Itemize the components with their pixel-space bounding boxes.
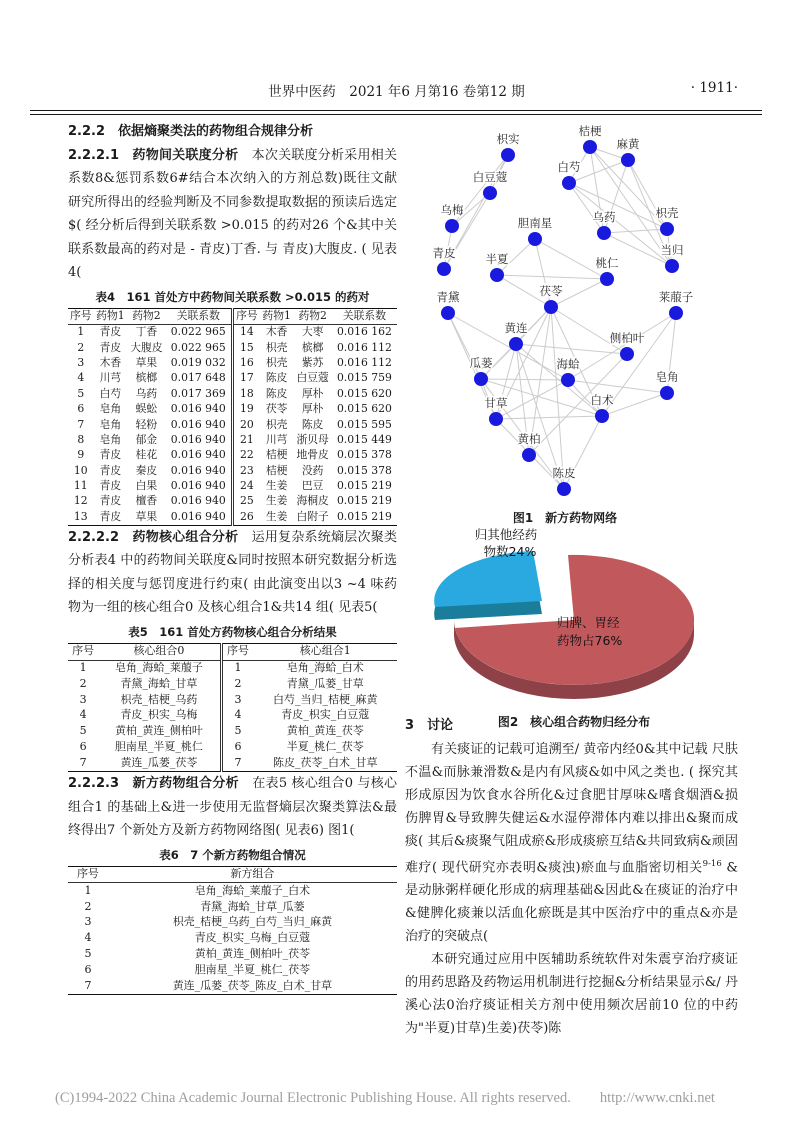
table-row: [68, 708, 397, 724]
table-cell: 4: [84, 931, 92, 945]
table-cell: 1: [221, 660, 253, 676]
network-node: [660, 386, 674, 400]
table-cell: 26: [232, 509, 259, 525]
table-cell: 1: [84, 883, 92, 897]
table-cell: 青皮: [99, 509, 122, 523]
table-cell: 5: [77, 386, 85, 400]
table-cell: 陈皮_茯苓_白术_甘草: [272, 755, 378, 769]
network-node-label: 青黛: [436, 290, 460, 304]
table-cell: 半夏_桃仁_茯苓: [286, 740, 364, 754]
table-cell: 0.016 112: [336, 340, 392, 354]
subsection-lead-2221: 2.2.2.1 药物间关联度分析: [68, 147, 239, 163]
table-cell: 13: [73, 509, 88, 523]
pie-main-label-line2: 药物占76%: [557, 633, 623, 648]
table-cell: 皂角: [99, 432, 122, 446]
table-cell: 21: [232, 433, 259, 448]
table-cell: 黄柏_黄连_侧柏叶_茯苓: [194, 947, 311, 960]
table-cell: 青皮: [99, 325, 122, 339]
table-cell: 茯苓: [265, 402, 288, 416]
subsection-lead-2223: 2.2.2.3 新方药物组合分析: [68, 776, 239, 791]
table-cell: 0.015 595: [336, 417, 392, 431]
network-edge: [497, 275, 607, 279]
table-cell: 5: [84, 947, 92, 960]
network-node-label: 黄连: [504, 321, 528, 335]
table-cell: 桔梗: [265, 463, 288, 477]
pie-main-label-line1: 归脾、胃经: [557, 615, 620, 630]
table-cell: 陈皮: [265, 386, 288, 400]
table-cell: 1: [79, 661, 87, 675]
table-cell: 0.015 620: [336, 386, 392, 400]
table-cell: 地骨皮: [296, 448, 329, 462]
column-header: 序号: [232, 308, 259, 324]
network-node: [445, 219, 459, 233]
table-cell: 紫苏: [301, 356, 324, 370]
table-row: [68, 324, 397, 340]
discussion-p1-text-b: &是动脉粥样硬化形成的病理基础&因此&在痰证的治疗中&健脾化痰兼以活血化瘀既是其中医治疗中的重点&亦是治疗的突破点(: [405, 859, 738, 944]
table-row: [68, 356, 397, 371]
network-edge: [481, 379, 568, 380]
network-node-label: 白芍: [557, 160, 581, 174]
table-cell: 皂角: [99, 402, 122, 416]
table-cell: 皂角_海蛤_白术: [286, 661, 364, 675]
table-cell: 6: [79, 740, 87, 754]
table-row: [68, 340, 397, 355]
table-cell: 槟榔: [301, 340, 324, 354]
table-cell: 浙贝母: [296, 432, 329, 446]
table-cell: 10: [73, 463, 88, 477]
table-cell: 白果: [135, 479, 158, 493]
table-cell: 生姜: [265, 509, 288, 523]
network-node: [562, 176, 576, 190]
table-cell: 枳壳: [265, 356, 288, 370]
table-cell: 大腹皮: [130, 340, 163, 354]
network-node-label: 瓜蒌: [469, 356, 493, 370]
paragraph-2221-text: 本次关联度分析采用相关系数8&惩罚系数6#结合本次纳入的方剂总数)既往文献研究所得出的经验判断及不同参数提取数据的预读后选定$( 经分析后得到关联系数 >0.015 的药对26 个&其中关联系数最高的药对是 - 青皮)丁香. 与 青皮)大腹皮. ( 见表4(: [68, 147, 397, 280]
network-node: [501, 148, 515, 162]
citation-superscript: 9-16: [702, 858, 722, 869]
network-node: [600, 272, 614, 286]
discussion-p1-text-a: 有关痰证的记载可追溯至/ 黄帝内经0&其中记载 尺肤不温&而脉兼滑数&是内有风痰&如中风之类也. ( 探究其形成原因为饮食水谷所化&过食肥甘厚味&嗜食烟酒&损伤脾胃&导致脾失健运&水湿停滞体内难以排出&聚而成痰( 其后&痰聚气阻成瘀&形成痰瘀互结&共同致病&顽固难疗( 现代研究亦表明&痰浊)瘀血与血脂密切相关: [405, 741, 738, 875]
table-cell: 15: [232, 340, 259, 355]
table-cell: 厚朴: [301, 402, 324, 416]
table-cell: 轻粉: [135, 417, 158, 431]
table-cell: 0.016 940: [170, 432, 226, 446]
network-node-label: 桃仁: [595, 256, 619, 270]
table-cell: 7: [79, 755, 87, 769]
network-node-label: 麻黄: [616, 137, 640, 151]
header-double-rule: [30, 110, 762, 115]
column-header: 序号: [221, 643, 253, 660]
section-heading-222: 2.2.2 依据熵聚类法的药物组合规律分析: [68, 124, 314, 139]
paragraph-2223-text: 在表5 核心组合0 与核心组合1 的基础上&进一步使用无监督熵层次聚类算法&最终得出7 个新处方及新方药物网络图( 见表6) 图1(: [68, 776, 398, 838]
table-cell: 23: [232, 463, 259, 478]
table-header-row: [68, 866, 397, 883]
table-cell: 桂花: [135, 448, 158, 462]
table-cell: 黄柏_黄连_茯苓: [286, 724, 364, 738]
table-cell: 桔梗: [265, 448, 288, 462]
network-edge: [568, 380, 667, 393]
figure2-pie: [424, 523, 764, 730]
table-cell: 2: [221, 676, 253, 692]
figure1-network: [420, 116, 792, 526]
network-node: [557, 482, 571, 496]
table-cell: 黄连_瓜蒌_茯苓: [120, 755, 198, 769]
table-cell: 陈皮: [265, 371, 288, 385]
column-header: 核心组合0: [98, 643, 221, 660]
table-cell: 2: [77, 340, 85, 354]
column-header: 关联系数: [332, 308, 397, 324]
page-number: · 1911·: [690, 80, 738, 96]
column-header: 序号: [68, 308, 94, 324]
table6: [68, 866, 397, 995]
table-cell: 木香: [99, 356, 122, 370]
figure1-caption: 图1 新方药物网络: [512, 511, 618, 525]
table-cell: 檀香: [135, 494, 158, 508]
right-column-text: [405, 714, 738, 1040]
table-cell: 18: [232, 386, 259, 401]
table-cell: 草果: [135, 356, 158, 370]
table-cell: 蜈蚣: [135, 402, 158, 416]
network-node: [489, 412, 503, 426]
table-cell: 海桐皮: [296, 494, 329, 508]
column-header: 药物1: [94, 308, 128, 324]
table-cell: 0.016 940: [170, 402, 226, 416]
column-header: 药物1: [260, 308, 294, 324]
table-cell: 4: [77, 371, 85, 385]
table-cell: 16: [232, 356, 259, 371]
column-header: 核心组合1: [253, 643, 397, 660]
table-cell: 0.015 219: [336, 494, 392, 508]
network-node-label: 莱菔子: [658, 290, 694, 304]
paragraph-2223: [68, 772, 397, 843]
table-cell: 12: [73, 494, 88, 508]
network-edge: [569, 183, 604, 233]
table-cell: 3: [84, 915, 92, 929]
network-node: [669, 306, 683, 320]
table-cell: 青皮: [99, 479, 122, 493]
network-node: [597, 226, 611, 240]
network-node-label: 侧柏叶: [609, 331, 645, 345]
table-cell: 皂角_海蛤_莱菔子: [114, 661, 203, 675]
table-header-row: [68, 643, 397, 660]
table-cell: 大枣: [301, 325, 324, 339]
network-node: [509, 337, 523, 351]
table-cell: 20: [232, 417, 259, 432]
network-node-label: 茯苓: [539, 284, 563, 298]
table-row: [68, 417, 397, 432]
table-row: [68, 899, 397, 915]
table-cell: 青黛_海蛤_甘草_瓜蒌: [200, 899, 305, 913]
discussion-paragraph-2: 本研究通过应用中医辅助系统软件对朱震亨治疗痰证的用药思路及药物运用机制进行挖掘&分析结果显示&/ 丹溪心法0治疗痰证相关方剂中使用频次居前10 位的中药为"半夏)甘草)生姜)茯苓)陈: [405, 951, 738, 1036]
table-cell: 秦皮: [135, 463, 158, 477]
table-row: [68, 448, 397, 463]
table-cell: 生姜: [265, 479, 288, 493]
table6-caption: 表6 7 个新方药物组合情况: [159, 847, 306, 862]
page-header: [0, 80, 793, 102]
column-header: 序号: [68, 866, 108, 883]
table-cell: 草果: [135, 509, 158, 523]
table-cell: 皂角_海蛤_莱菔子_白术: [194, 883, 311, 897]
table-cell: 11: [73, 479, 88, 493]
table-cell: 木香: [265, 325, 288, 339]
network-node-label: 桔梗: [578, 124, 602, 138]
table-cell: 19: [232, 402, 259, 417]
table-cell: 0.015 449: [336, 432, 392, 446]
network-node: [441, 306, 455, 320]
network-node: [483, 186, 497, 200]
section-heading-3: 3 讨论: [405, 718, 454, 733]
network-node-label: 皂角: [655, 370, 679, 384]
table-cell: 枳壳: [265, 417, 288, 431]
table-cell: 4: [221, 708, 253, 724]
table-cell: 0.016 162: [336, 325, 392, 339]
network-node: [621, 153, 635, 167]
table-cell: 青皮_枳实_乌梅_白豆蔻: [194, 931, 311, 945]
network-diagram: [420, 116, 792, 502]
table-cell: 24: [232, 479, 259, 494]
network-node: [561, 373, 575, 387]
network-node: [583, 140, 597, 154]
table-row: [68, 386, 397, 401]
table-cell: 黄柏_黄连_侧柏叶: [114, 724, 203, 738]
table-cell: 陈皮: [301, 417, 324, 431]
table-row: [68, 692, 397, 708]
table-cell: 0.015 620: [336, 402, 392, 416]
table-cell: 乌药: [135, 386, 158, 400]
table-row: [68, 978, 397, 994]
pie-chart: [424, 523, 764, 703]
network-node: [544, 300, 558, 314]
table-row: [68, 915, 397, 931]
table-cell: 25: [232, 494, 259, 509]
table4: [68, 308, 397, 526]
subsection-lead-2222: 2.2.2.2 药物核心组合分析: [68, 529, 239, 545]
network-node-label: 乌梅: [440, 203, 464, 217]
network-node: [437, 262, 451, 276]
table-cell: 青皮: [99, 463, 122, 477]
table-row: [68, 755, 397, 771]
table-cell: 3: [221, 692, 253, 708]
table-header-row: [68, 308, 397, 324]
table-cell: 青黛_海蛤_甘草: [120, 676, 198, 690]
table-row: [68, 402, 397, 417]
network-node: [522, 448, 536, 462]
table-cell: 没药: [301, 463, 324, 477]
table-cell: 胆南星_半夏_桃仁: [114, 740, 203, 754]
table-cell: 青黛_瓜蒌_甘草: [286, 676, 364, 690]
pie-other-slice: [434, 551, 542, 607]
table-cell: 川芎: [99, 371, 122, 385]
column-header: 关联系数: [166, 308, 233, 324]
network-node-label: 青皮: [432, 246, 456, 260]
table-cell: 青皮_枳实_白豆蔻: [281, 708, 370, 722]
table-cell: 0.022 965: [170, 325, 226, 339]
network-node: [474, 372, 488, 386]
table-cell: 青皮: [99, 494, 122, 508]
network-edge: [496, 416, 602, 419]
table-row: [68, 479, 397, 494]
table-cell: 川芎: [265, 432, 288, 446]
network-node-label: 海蛤: [556, 357, 580, 371]
table-cell: 2: [84, 899, 92, 913]
network-node-label: 甘草: [484, 396, 508, 410]
network-node-label: 当归: [660, 243, 684, 257]
table-cell: 0.016 940: [170, 494, 226, 508]
table-cell: 黄连_瓜蒌_茯苓_陈皮_白术_甘草: [172, 978, 333, 992]
table-row: [68, 883, 397, 899]
copyright-footer: (C)1994-2022 China Academic Journal Electronic Publishing House. All rights reserved. http://www.cnki.net: [55, 1090, 715, 1106]
table-cell: 1: [77, 325, 85, 339]
table-cell: 6: [84, 962, 92, 976]
network-node-label: 白豆蔻: [472, 170, 508, 184]
table-cell: 槟榔: [135, 371, 158, 385]
table-row: [68, 494, 397, 509]
column-header: 序号: [68, 643, 98, 660]
network-node-label: 枳实: [496, 132, 520, 146]
column-header: 新方组合: [108, 866, 397, 883]
table-cell: 胆南星_半夏_桃仁_茯苓: [194, 962, 311, 976]
table-cell: 5: [221, 724, 253, 740]
pie-other-label-line2: 物数24%: [483, 544, 537, 559]
table-row: [68, 676, 397, 692]
table-cell: 2: [79, 676, 87, 690]
left-column: [68, 120, 397, 995]
table5: [68, 643, 397, 772]
table-cell: 0.016 940: [170, 509, 226, 523]
table-row: [68, 931, 397, 947]
network-node-label: 半夏: [485, 252, 509, 266]
table-cell: 青皮: [99, 340, 122, 354]
table-cell: 5: [79, 724, 87, 738]
table-cell: 0.016 940: [170, 463, 226, 477]
table-cell: 6: [77, 402, 85, 416]
table-cell: 4: [79, 708, 87, 722]
table-cell: 0.015 219: [336, 509, 392, 523]
table-row: [68, 739, 397, 755]
table-row: [68, 946, 397, 962]
table-cell: 丁香: [135, 325, 158, 339]
table-cell: 0.017 648: [170, 371, 226, 385]
network-node-label: 乌药: [592, 210, 616, 224]
table-cell: 0.022 965: [170, 340, 226, 354]
network-node-label: 陈皮: [552, 466, 576, 480]
table-cell: 枳壳: [265, 340, 288, 354]
table-row: [68, 724, 397, 740]
network-node: [665, 259, 679, 273]
table-cell: 白芍_当归_桔梗_麻黄: [272, 692, 378, 706]
table-cell: 0.016 940: [170, 448, 226, 462]
network-node: [528, 232, 542, 246]
paragraph-2222: [68, 526, 397, 620]
table-cell: 0.016 112: [336, 356, 392, 370]
table-cell: 生姜: [265, 494, 288, 508]
network-node: [660, 222, 674, 236]
table-row: [68, 962, 397, 978]
table-row: [68, 509, 397, 525]
table4-caption: 表4 161 首处方中药物间关联系数 >0.015 的药对: [95, 289, 370, 304]
table-cell: 郁金: [135, 432, 158, 446]
table-cell: 8: [77, 432, 85, 446]
table-row: [68, 463, 397, 478]
pie-other-label-line1: 归其他经药: [474, 527, 538, 542]
table-cell: 22: [232, 448, 259, 463]
network-node-label: 枳壳: [655, 206, 679, 220]
table-cell: 0.015 378: [336, 448, 392, 462]
table-cell: 白豆蔻: [296, 371, 329, 385]
table-cell: 白芍: [99, 386, 122, 400]
table-cell: 厚朴: [301, 386, 324, 400]
network-node-label: 白术: [590, 393, 614, 407]
table-cell: 3: [79, 692, 87, 706]
table-cell: 7: [77, 417, 85, 431]
table-cell: 0.016 940: [170, 417, 226, 431]
network-edge: [551, 307, 564, 489]
network-node-label: 胆南星: [517, 216, 553, 230]
paragraph-2222-text: 运用复杂系统熵层次聚类分析表4 中的药物间关联度&同时按照本研究数据分析选择的相关度与惩罚度进行约束( 由此演变出以3 ~4 味药物为一组的核心组合0 及核心组合1&共14 组( 见表5(: [68, 529, 397, 616]
table5-caption: 表5 161 首处方药物核心组合分析结果: [128, 624, 337, 639]
paragraph-2221: [68, 144, 397, 285]
network-node-label: 黄柏: [517, 432, 541, 446]
table-cell: 0.019 032: [170, 356, 226, 370]
table-cell: 0.015 219: [336, 479, 392, 493]
table-cell: 7: [221, 755, 253, 771]
table-cell: 0.015 759: [336, 371, 392, 385]
table-cell: 0.016 940: [170, 479, 226, 493]
table-row: [68, 660, 397, 676]
table-cell: 0.015 378: [336, 463, 392, 477]
table-cell: 6: [221, 739, 253, 755]
column-header: 药物2: [127, 308, 165, 324]
table-cell: 7: [84, 978, 92, 992]
figure2-caption: 图2 核心组合药物归经分布: [497, 715, 651, 729]
network-node: [595, 409, 609, 423]
table-cell: 9: [77, 448, 85, 462]
discussion-paragraph-1: [405, 738, 738, 948]
table-row: [68, 433, 397, 448]
table-cell: 枳壳_桔梗_乌药_白芍_当归_麻黄: [172, 915, 333, 929]
table-cell: 巴豆: [301, 479, 324, 493]
journal-title-issue: 世界中医药 2021 年6 月第16 卷第12 期: [268, 84, 525, 100]
table-row: [68, 371, 397, 386]
table-cell: 17: [232, 371, 259, 386]
table-cell: 青皮_枳实_乌梅: [120, 708, 198, 722]
network-node: [620, 347, 634, 361]
table-cell: 0.017 369: [170, 386, 226, 400]
table-cell: 白附子: [296, 509, 329, 523]
table-cell: 皂角: [99, 417, 122, 431]
table-cell: 14: [232, 324, 259, 340]
network-node: [490, 268, 504, 282]
table-cell: 3: [77, 356, 85, 370]
table-cell: 青皮: [99, 448, 122, 462]
column-header: 药物2: [294, 308, 332, 324]
table-cell: 枳壳_桔梗_乌药: [120, 692, 198, 706]
